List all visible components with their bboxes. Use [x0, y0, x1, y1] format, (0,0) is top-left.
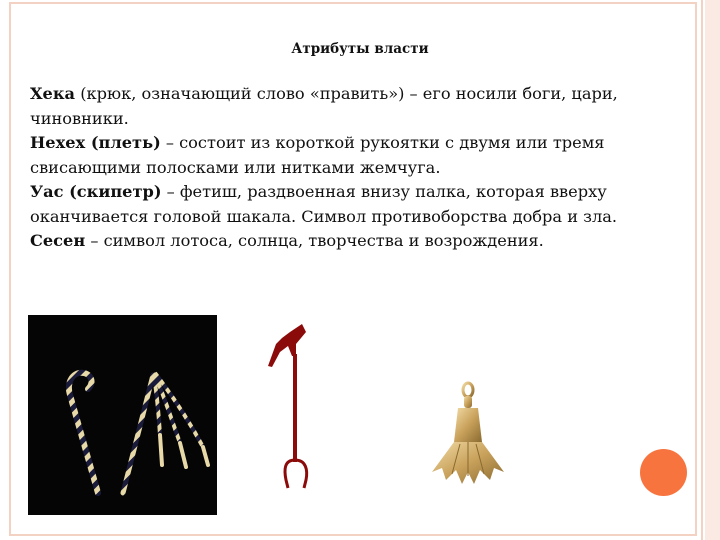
- slide-border-right-band: [705, 0, 720, 540]
- desc-sesen: – символ лотоса, солнца, творчества и возрождения.: [85, 231, 544, 250]
- paragraph-was: [30, 180, 700, 229]
- term-nekhekh: Нехех (плеть): [30, 133, 161, 152]
- was-scepter-icon: [262, 320, 342, 510]
- paragraph-sesen: [30, 229, 700, 254]
- paragraph-nekhekh: [30, 131, 700, 180]
- slide-body: [30, 82, 700, 254]
- term-sesen: Сесен: [30, 231, 86, 250]
- paragraph-heka: [30, 82, 700, 131]
- term-heka: Хека: [30, 84, 76, 103]
- lotus-pendant-icon: [428, 380, 508, 495]
- slide-border-right-line: [701, 0, 703, 540]
- desc-heka: (крюк, означающий слово «править») – его носили боги, цари, чиновники.: [30, 84, 618, 128]
- desc-nekhekh: – состоит из короткой рукоятки с двумя или тремя свисающими полосками или нитками жемчуга.: [30, 133, 605, 177]
- desc-was: – фетиш, раздвоенная внизу палка, которая вверху оканчивается головой шакала. Символ противоборства добра и зла.: [30, 182, 618, 226]
- decorative-orange-circle: [640, 449, 687, 496]
- slide-title: Атрибуты власти: [291, 41, 429, 57]
- crook-and-flail-photo: [28, 315, 217, 515]
- crook-and-flail-icon: [28, 315, 217, 515]
- term-was: Уас (скипетр): [30, 182, 162, 201]
